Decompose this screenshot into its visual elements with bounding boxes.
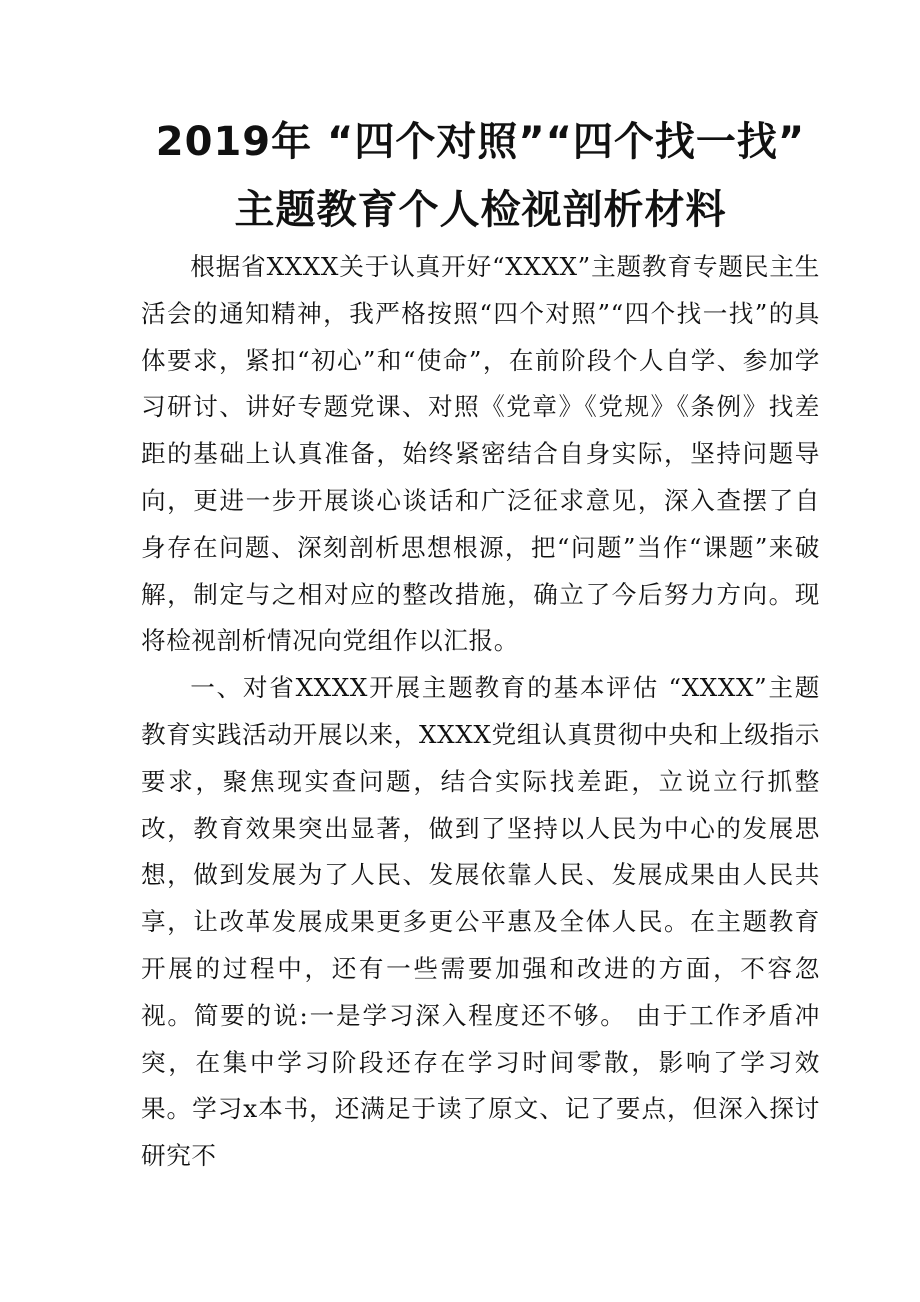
document-title [101, 108, 860, 244]
paragraph-intro: 根据省XXXX关于认真开好“XXXX”主题教育专题民主生活会的通知精神，我严格按照“四个对照”“四个找一找”的具体要求，紧扣“初心”和“使命”，在前阶段个人自学、参加学习研讨、讲好专题党课、对照《党章》《党规》《条例》找差距的基础上认真准备，始终紧密结合自身实际，坚持问题导向，更进一步开展谈心谈话和广泛征求意见，深入查摆了自身存在问题、深刻剖析思想根源，把“问题”当作“课题”来破解，制定与之相对应的整改措施，确立了今后努力方向。现将检视剖析情况向党组作以汇报。 [141, 252, 820, 656]
title-line-2: 主题教育个人检视剖析材料 [234, 187, 727, 233]
document-body [141, 244, 820, 1180]
paragraph-assessment: 一、对省XXXX开展主题教育的基本评估 “XXXX”主题教育实践活动开展以来，XXXX党组认真贯彻中央和上级指示要求，聚焦现实查问题，结合实际找差距，立说立行抓整改，教育效果突出显著，做到了坚持以人民为中心的发展思想，做到发展为了人民、发展依靠人民、发展成果由人民共享，让改革发展成果更多更公平惠及全体人民。在主题教育开展的过程中，还有一些需要加强和改进的方面，不容忽视。简要的说:一是学习深入程度还不够。 由于工作矛盾冲突，在集中学习阶段还存在学习时间零散，影响了学习效果。学习x本书，还满足于读了原文、记了要点，但深入探讨研究不 [141, 673, 820, 1171]
title-line-1: 2019年 “四个对照”“四个找一找” [155, 119, 806, 165]
